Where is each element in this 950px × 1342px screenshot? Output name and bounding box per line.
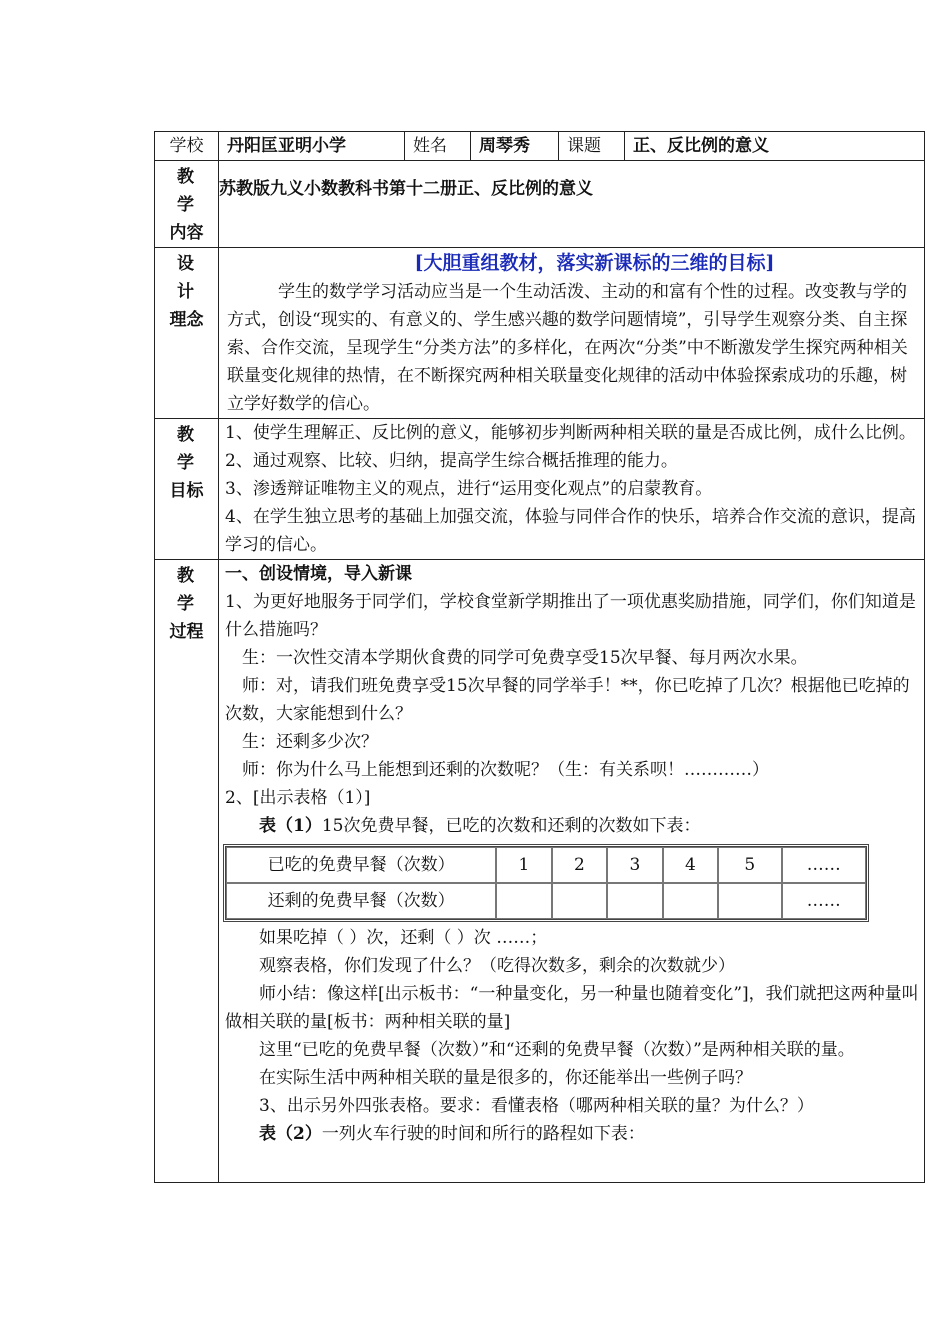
- table-cell: 2: [552, 847, 607, 883]
- table-cell: [607, 883, 662, 919]
- school-value: 丹阳匡亚明小学: [219, 132, 405, 161]
- table-cell: 4: [663, 847, 718, 883]
- table2-caption-text: 一列火车行驶的时间和所行的路程如下表：: [321, 1124, 645, 1144]
- content-row: [155, 161, 925, 248]
- process-paragraph: 生：一次性交清本学期伙食费的同学可免费享受15次早餐、每月两次水果。: [242, 648, 808, 668]
- table-cell: 3: [607, 847, 662, 883]
- table-cell: ……: [782, 847, 866, 883]
- concept-label-top: 设 计: [177, 254, 204, 302]
- header-row: [155, 132, 925, 161]
- goals-row: [155, 419, 925, 560]
- table-cell: 1: [496, 847, 551, 883]
- table-row-header: 已吃的免费早餐（次数）: [226, 847, 496, 883]
- school-label: 学校: [155, 132, 219, 161]
- process-paragraph: 生：还剩多少次？: [242, 732, 378, 752]
- process-row: [155, 560, 925, 1183]
- goal-item: 2、通过观察、比较、归纳，提高学生综合概括推理的能力。: [225, 451, 678, 471]
- name-label: 姓名: [405, 132, 471, 161]
- concept-label: [155, 248, 219, 419]
- concept-label-bottom: 理念: [169, 310, 204, 330]
- section-heading: 一、创设情境，导入新课: [225, 564, 412, 584]
- process-label: [155, 560, 219, 1183]
- topic-value: 正、反比例的意义: [625, 132, 925, 161]
- process-paragraph: 如果吃掉（ ）次，还剩（ ）次 ……；: [259, 928, 548, 948]
- table1-caption-text: 15次免费早餐，已吃的次数和还剩的次数如下表：: [321, 816, 701, 836]
- process-paragraph: 师：对，请我们班免费享受15次早餐的同学举手！**，你已吃掉了几次？根据他已吃掉的次数，大家能想到什么？: [225, 676, 910, 724]
- process-paragraph: 观察表格，你们发现了什么？（吃得次数多，剩余的次数就少）: [259, 956, 735, 976]
- content-label-bottom: 内容: [169, 223, 204, 243]
- table1-caption-label: 表（1）: [259, 816, 322, 836]
- concept-cell: [219, 248, 925, 419]
- table-row: [226, 883, 866, 919]
- content-label: [155, 161, 219, 248]
- table-row: [226, 847, 866, 883]
- goal-item: 1、使学生理解正、反比例的意义，能够初步判断两种相关联的量是否成比例，成什么比例。: [225, 423, 916, 443]
- lesson-plan-table: [154, 131, 925, 1183]
- topic-label: 课题: [559, 132, 625, 161]
- meals-table: [223, 844, 869, 922]
- process-paragraph: 在实际生活中两种相关联的量是很多的，你还能举出一些例子吗？: [259, 1068, 752, 1088]
- process-paragraph: 师小结：像这样[出示板书：“一种量变化，另一种量也随着变化”]，我们就把这两种量叫做相关联的量[板书：两种相关联的量]: [225, 984, 919, 1032]
- process-label-top: 教 学: [177, 566, 204, 614]
- concept-body: 学生的数学学习活动应当是一个生动活泼、主动的和富有个性的过程。改变教与学的方式，创设“现实的、有意义的、学生感兴趣的数学问题情境”，引导学生观察分类、自主探索、合作交流，呈现学生“分类方法”的多样化，在两次“分类”中不断激发学生探究两种相关联量变化规律的热情，在不断探究两种相关联量变化规律的活动中体验探索成功的乐趣，树立学好数学的信心。: [227, 282, 908, 414]
- process-paragraph: 师：你为什么马上能想到还剩的次数呢？（生：有关系呗！…………）: [242, 760, 769, 780]
- goal-item: 4、在学生独立思考的基础上加强交流，体验与同伴合作的快乐，培养合作交流的意识，提高学习的信心。: [225, 507, 916, 555]
- table-cell: 5: [718, 847, 781, 883]
- concept-heading: [大胆重组教材，落实新课标的三维的目标]: [414, 252, 775, 274]
- table-cell: [552, 883, 607, 919]
- goals-cell: [219, 419, 925, 560]
- table-cell: [718, 883, 781, 919]
- goals-label: [155, 419, 219, 560]
- process-paragraph: 3、出示另外四张表格。要求：看懂表格（哪两种相关联的量？为什么？）: [259, 1096, 814, 1116]
- goals-label-top: 教 学: [177, 425, 204, 473]
- content-label-top: 教 学: [177, 167, 204, 215]
- concept-row: [155, 248, 925, 419]
- process-cell: [219, 560, 925, 1183]
- process-paragraph: 这里“已吃的免费早餐（次数）”和“还剩的免费早餐（次数）”是两种相关联的量。: [259, 1040, 855, 1060]
- table2-caption-label: 表（2）: [259, 1124, 322, 1144]
- table-cell: [496, 883, 551, 919]
- process-paragraph: 1、为更好地服务于同学们，学校食堂新学期推出了一项优惠奖励措施，同学们，你们知道是什么措施吗？: [225, 592, 916, 640]
- table-cell: ……: [782, 883, 866, 919]
- name-value: 周琴秀: [471, 132, 559, 161]
- table-cell: [663, 883, 718, 919]
- table-row-header: 还剩的免费早餐（次数）: [226, 883, 496, 919]
- content-text: 苏教版九义小数教科书第十二册正、反比例的意义: [219, 161, 925, 248]
- process-paragraph: 2、[出示表格（1）]: [225, 788, 371, 808]
- goals-label-bottom: 目标: [169, 481, 204, 501]
- process-label-bottom: 过程: [169, 622, 204, 642]
- goal-item: 3、渗透辩证唯物主义的观点，进行“运用变化观点”的启蒙教育。: [225, 479, 713, 499]
- table1-caption: [225, 812, 922, 840]
- table2-caption: [225, 1120, 922, 1148]
